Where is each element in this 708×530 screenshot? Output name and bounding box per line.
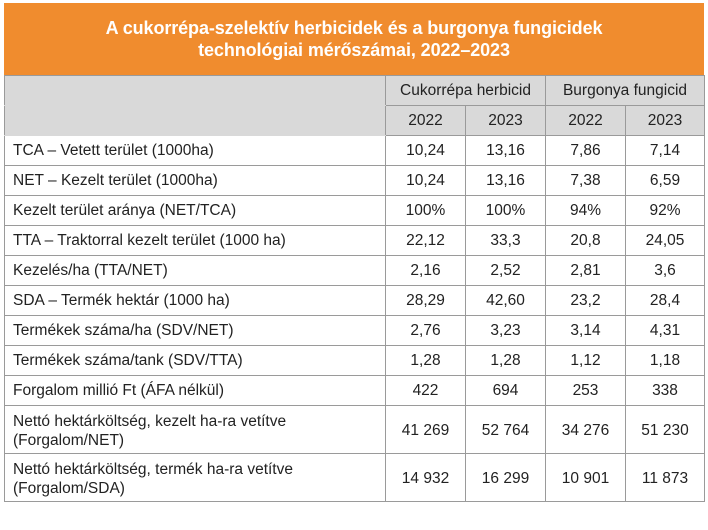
table-row [5,256,705,286]
cell-value: 4,31 [626,316,705,346]
title-line-2: technológiai mérőszámai, 2022–2023 [198,40,510,60]
data-table [4,75,705,502]
header-year: 2023 [626,106,705,136]
row-label: SDA – Termék hektár (1000 ha) [5,286,386,316]
header-year: 2023 [466,106,546,136]
row-label: Forgalom millió Ft (ÁFA nélkül) [5,376,386,406]
table-row [5,196,705,226]
row-label: Termékek száma/ha (SDV/NET) [5,316,386,346]
table-container [4,3,704,502]
cell-value: 3,6 [626,256,705,286]
cell-value: 13,16 [466,166,546,196]
cell-value: 694 [466,376,546,406]
cell-value: 94% [546,196,626,226]
cell-value: 41 269 [386,406,466,454]
cell-value: 22,12 [386,226,466,256]
header-group-sugarbeet: Cukorrépa herbicid [386,76,546,106]
cell-value: 338 [626,376,705,406]
cell-value: 1,18 [626,346,705,376]
table-row [5,376,705,406]
cell-value: 253 [546,376,626,406]
cell-value: 20,8 [546,226,626,256]
cell-value: 52 764 [466,406,546,454]
cell-value: 7,38 [546,166,626,196]
row-label [5,406,386,454]
row-label: TCA – Vetett terület (1000ha) [5,136,386,166]
table-row [5,226,705,256]
cell-value: 2,16 [386,256,466,286]
row-label-line-2: (Forgalom/SDA) [13,479,125,497]
cell-value: 42,60 [466,286,546,316]
row-label: Kezelés/ha (TTA/NET) [5,256,386,286]
row-label: NET – Kezelt terület (1000ha) [5,166,386,196]
row-label: Kezelt terület aránya (NET/TCA) [5,196,386,226]
header-row-groups [5,76,705,106]
row-label-line-1: Nettó hektárköltség, kezelt ha-ra vetítve [13,412,287,430]
cell-value: 92% [626,196,705,226]
header-row-years [5,106,705,136]
cell-value: 28,29 [386,286,466,316]
cell-value: 1,28 [386,346,466,376]
cell-value: 28,4 [626,286,705,316]
table-row [5,286,705,316]
table-row [5,136,705,166]
cell-value: 33,3 [466,226,546,256]
cell-value: 2,81 [546,256,626,286]
table-row [5,316,705,346]
header-blank-cell [5,76,386,106]
table-row [5,454,705,502]
cell-value: 100% [386,196,466,226]
cell-value: 34 276 [546,406,626,454]
header-group-potato: Burgonya fungicid [546,76,705,106]
row-label-line-2: (Forgalom/NET) [13,431,125,449]
cell-value: 422 [386,376,466,406]
row-label: TTA – Traktorral kezelt terület (1000 ha) [5,226,386,256]
header-year: 2022 [546,106,626,136]
cell-value: 7,86 [546,136,626,166]
cell-value: 1,28 [466,346,546,376]
cell-value: 13,16 [466,136,546,166]
cell-value: 3,14 [546,316,626,346]
header-blank-cell [5,106,386,136]
row-label: Termékek száma/tank (SDV/TTA) [5,346,386,376]
cell-value: 10,24 [386,136,466,166]
title-line-1: A cukorrépa-szelektív herbicidek és a burgonya fungicidek [105,18,603,38]
cell-value: 6,59 [626,166,705,196]
header-year: 2022 [386,106,466,136]
table-row [5,346,705,376]
table-title [4,3,704,75]
row-label-line-1: Nettó hektárköltség, termék ha-ra vetítve [13,460,293,478]
cell-value: 10 901 [546,454,626,502]
table-row [5,166,705,196]
cell-value: 1,12 [546,346,626,376]
cell-value: 16 299 [466,454,546,502]
cell-value: 7,14 [626,136,705,166]
table-row [5,406,705,454]
cell-value: 23,2 [546,286,626,316]
cell-value: 100% [466,196,546,226]
cell-value: 11 873 [626,454,705,502]
cell-value: 3,23 [466,316,546,346]
cell-value: 10,24 [386,166,466,196]
cell-value: 2,52 [466,256,546,286]
cell-value: 51 230 [626,406,705,454]
cell-value: 14 932 [386,454,466,502]
cell-value: 24,05 [626,226,705,256]
cell-value: 2,76 [386,316,466,346]
row-label [5,454,386,502]
